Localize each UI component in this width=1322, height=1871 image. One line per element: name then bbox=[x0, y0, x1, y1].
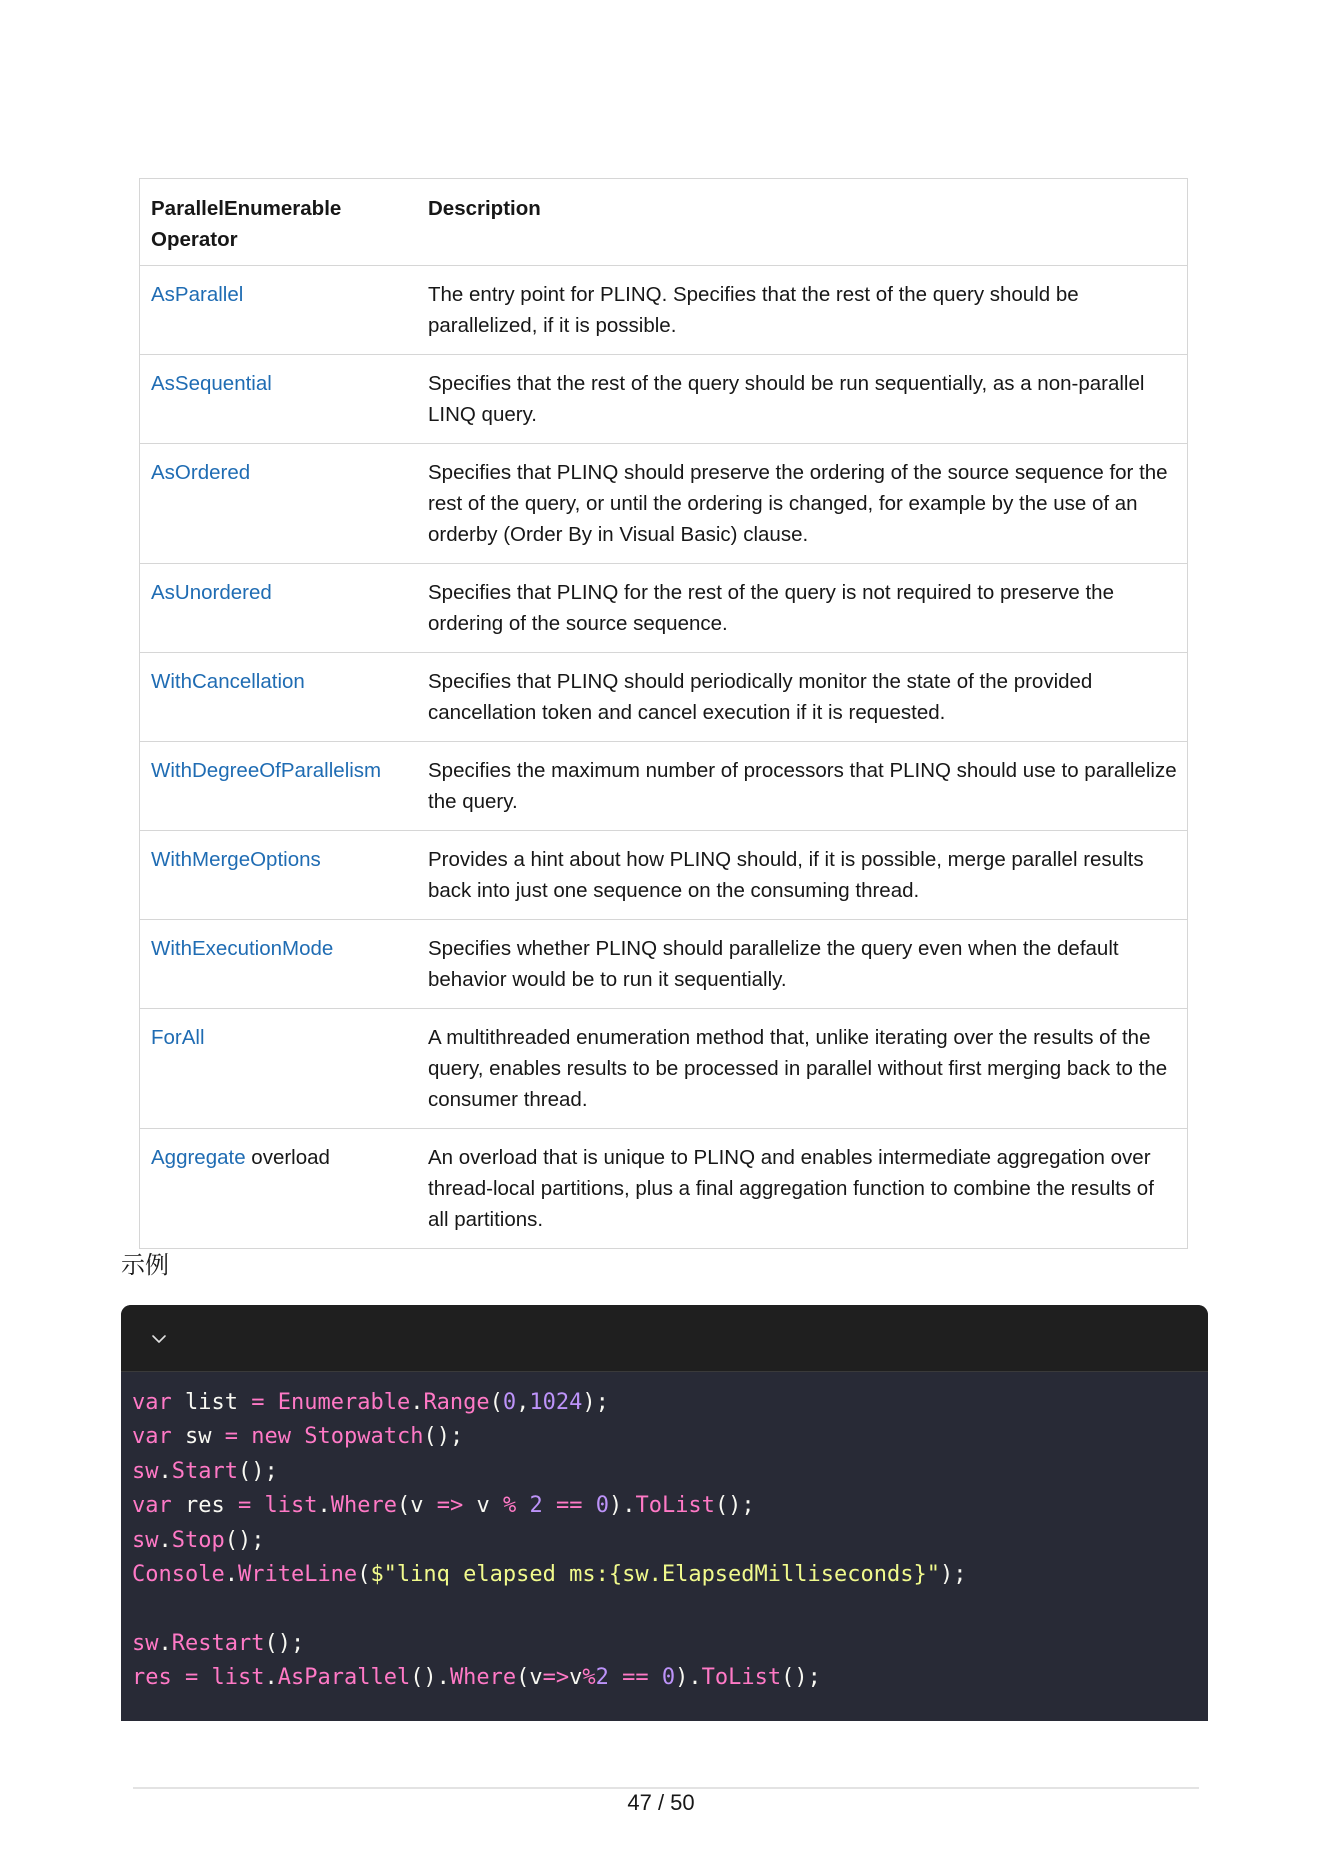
description-cell: Specifies whether PLINQ should parallelize the query even when the default behavior would be to run it sequentially. bbox=[410, 920, 1188, 1009]
code-line bbox=[132, 1558, 1208, 1592]
code-token bbox=[582, 1493, 595, 1518]
operator-link[interactable]: ForAll bbox=[151, 1026, 205, 1049]
description-cell: Specifies that PLINQ for the rest of the query is not required to preserve the ordering of the source sequence. bbox=[410, 564, 1188, 653]
page-number: 47 / 50 bbox=[627, 1790, 695, 1815]
code-line bbox=[132, 1592, 1208, 1626]
table-row bbox=[140, 742, 1188, 831]
code-token: Where bbox=[330, 1493, 397, 1519]
table-row bbox=[140, 444, 1188, 564]
code-token: . bbox=[317, 1493, 331, 1519]
code-token: Console bbox=[132, 1561, 225, 1587]
code-token: ToList bbox=[701, 1665, 782, 1691]
code-token: v bbox=[529, 1665, 543, 1691]
code-token bbox=[516, 1493, 529, 1518]
code-line bbox=[132, 1524, 1208, 1558]
operator-link[interactable]: Aggregate bbox=[151, 1146, 246, 1169]
example-label: 示例 bbox=[121, 1251, 169, 1279]
code-token: 2 bbox=[529, 1493, 543, 1519]
code-token: v bbox=[410, 1493, 437, 1519]
code-token: (); bbox=[264, 1630, 305, 1656]
footer-divider bbox=[133, 1787, 1199, 1789]
code-token: (); bbox=[237, 1458, 278, 1484]
table-row bbox=[140, 266, 1188, 355]
code-token: ( bbox=[516, 1665, 530, 1691]
code-token: res bbox=[171, 1493, 238, 1519]
operator-suffix: overload bbox=[245, 1146, 330, 1169]
operator-cell bbox=[140, 1009, 411, 1129]
code-token: ). bbox=[608, 1493, 636, 1519]
operator-cell bbox=[140, 742, 411, 831]
operator-cell bbox=[140, 266, 411, 355]
operator-cell bbox=[140, 831, 411, 920]
code-token: list bbox=[264, 1493, 318, 1519]
code-token: 0 bbox=[661, 1665, 676, 1691]
code-token: ). bbox=[675, 1665, 702, 1691]
code-token: 1024 bbox=[529, 1390, 583, 1415]
description-cell: Specifies that the rest of the query should be run sequentially, as a non-parallel LINQ query. bbox=[410, 355, 1188, 444]
chevron-down-icon[interactable] bbox=[151, 1331, 167, 1347]
code-token bbox=[543, 1493, 556, 1518]
code-token: ToList bbox=[635, 1493, 715, 1519]
code-block-header bbox=[121, 1305, 1208, 1372]
description-cell: A multithreaded enumeration method that, unlike iterating over the results of the query, enables results to be processed in parallel without first merging back to the consumer thread. bbox=[410, 1009, 1188, 1129]
code-token: new bbox=[251, 1424, 291, 1450]
code-token: var bbox=[132, 1493, 172, 1519]
table-body bbox=[140, 266, 1188, 1249]
code-token: AsParallel bbox=[277, 1665, 411, 1691]
header-description: Description bbox=[410, 179, 1188, 266]
description-cell: Specifies the maximum number of processors that PLINQ should use to parallelize the query. bbox=[410, 742, 1188, 831]
description-cell: An overload that is unique to PLINQ and enables intermediate aggregation over thread-local partitions, plus a final aggregation function to combine the results of all partitions. bbox=[428, 1146, 1154, 1231]
code-token: . bbox=[158, 1630, 172, 1656]
code-token: ( bbox=[357, 1561, 371, 1587]
description-cell: The entry point for PLINQ. Specifies that the rest of the query should be parallelized, if it is possible. bbox=[410, 266, 1188, 355]
code-block bbox=[121, 1305, 1208, 1721]
code-line bbox=[132, 1386, 1208, 1420]
code-token: 0 bbox=[595, 1493, 609, 1519]
code-token: ); bbox=[939, 1561, 967, 1587]
table-row bbox=[140, 1009, 1188, 1129]
code-token: sw bbox=[132, 1630, 159, 1656]
operator-link[interactable]: AsUnordered bbox=[151, 581, 272, 604]
operator-link[interactable]: AsSequential bbox=[151, 372, 272, 395]
code-token: => bbox=[542, 1665, 570, 1691]
code-token: Stop bbox=[171, 1527, 225, 1553]
operator-link[interactable]: WithDegreeOfParallelism bbox=[151, 759, 382, 782]
operator-link[interactable]: WithExecutionMode bbox=[151, 937, 334, 960]
code-token: v bbox=[569, 1665, 583, 1691]
table-row bbox=[140, 564, 1188, 653]
code-token: = bbox=[185, 1665, 199, 1691]
code-token: Stopwatch bbox=[304, 1424, 424, 1450]
code-line bbox=[132, 1627, 1208, 1661]
code-token: Range bbox=[423, 1390, 490, 1415]
operator-link[interactable]: AsParallel bbox=[151, 283, 244, 306]
code-token: WriteLine bbox=[237, 1561, 358, 1587]
code-token: 2 bbox=[595, 1665, 609, 1691]
code-token: 0 bbox=[502, 1390, 517, 1415]
code-token: Restart bbox=[171, 1630, 265, 1656]
code-token: = bbox=[224, 1424, 238, 1450]
code-content bbox=[121, 1372, 1208, 1696]
code-token: == bbox=[555, 1493, 583, 1519]
code-token: . bbox=[410, 1390, 424, 1415]
code-token: == bbox=[622, 1665, 649, 1691]
code-token: , bbox=[516, 1390, 530, 1415]
description-cell: Provides a hint about how PLINQ should, if it is possible, merge parallel results back into just one sequence on the consuming thread. bbox=[410, 831, 1188, 920]
operator-link[interactable]: WithCancellation bbox=[151, 670, 305, 693]
code-token: ); bbox=[582, 1390, 609, 1415]
operator-cell bbox=[140, 564, 411, 653]
code-token bbox=[251, 1493, 264, 1518]
code-token bbox=[238, 1424, 251, 1449]
code-token: % bbox=[502, 1493, 517, 1519]
description-cell: Specifies that PLINQ should preserve the ordering of the source sequence for the rest of the query, or until the ordering is changed, for example by the use of an orderby (Order By in Visual Basic) clause. bbox=[410, 444, 1188, 564]
code-line bbox=[132, 1455, 1208, 1489]
header-operator: ParallelEnumerable Operator bbox=[140, 179, 411, 266]
code-token bbox=[198, 1665, 211, 1690]
code-token: Where bbox=[449, 1665, 517, 1691]
code-token: (); bbox=[714, 1493, 755, 1519]
operator-cell bbox=[140, 444, 411, 564]
code-token: var bbox=[132, 1390, 172, 1415]
code-line bbox=[132, 1489, 1208, 1523]
code-token: list bbox=[171, 1390, 252, 1415]
code-token: Start bbox=[171, 1458, 238, 1484]
operator-cell bbox=[140, 355, 411, 444]
table-row bbox=[140, 653, 1188, 742]
operator-cell bbox=[140, 653, 411, 742]
code-token: % bbox=[582, 1665, 596, 1691]
code-line bbox=[132, 1420, 1208, 1454]
code-token: (); bbox=[781, 1665, 821, 1691]
code-token bbox=[264, 1390, 277, 1415]
code-token: sw bbox=[132, 1458, 159, 1484]
code-token: res bbox=[132, 1665, 172, 1691]
code-line bbox=[132, 1661, 1208, 1695]
code-token: = bbox=[237, 1493, 252, 1519]
code-token: sw bbox=[132, 1527, 159, 1553]
code-token: . bbox=[264, 1665, 278, 1691]
operator-link[interactable]: WithMergeOptions bbox=[151, 848, 321, 871]
code-token bbox=[291, 1424, 304, 1449]
operator-link[interactable]: AsOrdered bbox=[151, 461, 251, 484]
code-token: (); bbox=[224, 1527, 265, 1553]
code-token: . bbox=[158, 1527, 172, 1553]
code-token: ( bbox=[396, 1493, 411, 1519]
code-token: sw bbox=[171, 1424, 225, 1450]
operators-table bbox=[139, 178, 1188, 1249]
code-token: => bbox=[436, 1493, 464, 1519]
table-row bbox=[140, 920, 1188, 1009]
code-token: Enumerable bbox=[277, 1390, 411, 1415]
code-token: var bbox=[132, 1424, 172, 1450]
operator-cell bbox=[140, 920, 411, 1009]
code-token: $"linq elapsed ms:{sw.ElapsedMilliseconds}" bbox=[370, 1561, 940, 1587]
table-header-row bbox=[140, 179, 1188, 266]
code-token: . bbox=[224, 1561, 238, 1587]
code-token: (); bbox=[423, 1424, 464, 1450]
code-token bbox=[172, 1665, 185, 1690]
table-row bbox=[140, 355, 1188, 444]
table-row bbox=[140, 831, 1188, 920]
code-token: . bbox=[158, 1458, 172, 1484]
code-token: ( bbox=[489, 1390, 503, 1415]
code-token bbox=[649, 1665, 662, 1690]
operator-cell bbox=[140, 1129, 411, 1249]
code-token: = bbox=[251, 1390, 265, 1415]
table-row bbox=[140, 1129, 1188, 1249]
code-token bbox=[609, 1665, 622, 1690]
code-token: v bbox=[463, 1493, 503, 1519]
code-token: (). bbox=[410, 1665, 450, 1691]
description-cell: Specifies that PLINQ should periodically monitor the state of the provided cancellation token and cancel execution if it is requested. bbox=[410, 653, 1188, 742]
code-token: list bbox=[211, 1665, 265, 1691]
